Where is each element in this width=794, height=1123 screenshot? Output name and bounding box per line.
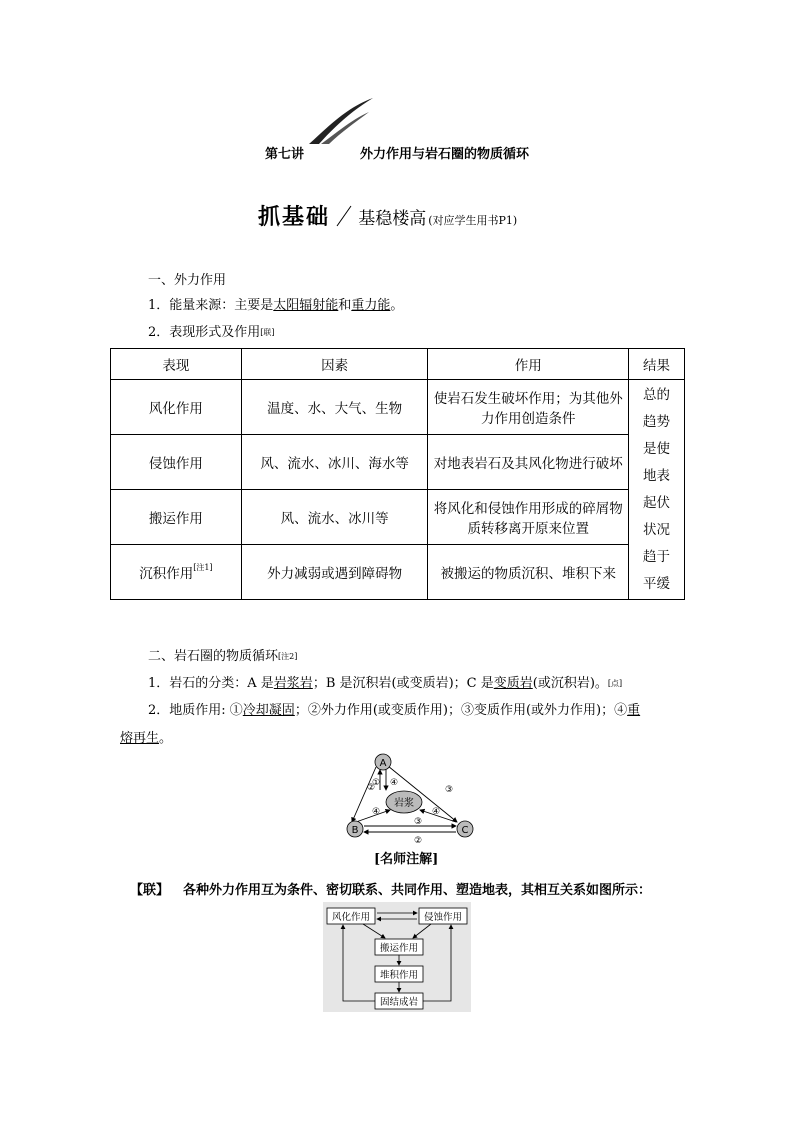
header-form: 表现 [111,349,242,380]
label-4-right: ④ [431,807,441,817]
item1-mid: 和 [338,298,352,313]
note-tag-lian: [联] [260,328,275,337]
external-forces-flow-diagram [323,902,471,1012]
item2-end: 。 [159,731,173,746]
result-line: 趋于 [643,548,671,565]
table-row [111,435,685,490]
note-tag: [注2] [278,652,298,661]
result-line: 状况 [643,521,671,538]
banner-ref: (对应学生用书P1) [428,214,518,227]
term-remelting-1: 重 [627,703,641,718]
section-banner [258,200,517,231]
item1-c: (或沉积岩)。 [532,676,608,691]
section1-item2 [148,324,275,342]
table-header-row [111,349,685,380]
node-magma-label: 岩浆 [394,798,414,809]
result-line: 总的 [643,386,671,403]
cell-effect: 将风化和侵蚀作用形成的碎屑物质转移离开原来位置 [428,490,629,545]
term-solar-radiation: 太阳辐射能 [273,298,339,313]
cell-form: 侵蚀作用 [111,435,242,490]
box-weathering-label: 风化作用 [331,912,371,923]
lian-tag: 【联】 [130,883,170,898]
lesson-number: 第七讲 [265,147,305,162]
section2-item2 [148,702,640,720]
section2-heading-text: 二、岩石圈的物质循环 [148,649,279,664]
table-row [111,490,685,545]
result-line: 趋势 [643,413,671,430]
label-3-right: ③ [444,785,454,795]
item2-text: 2．表现形式及作用 [148,325,261,340]
term-gravity-energy: 重力能 [351,298,391,313]
box-consolidation-label: 固结成岩 [379,997,419,1008]
lesson-title [265,143,529,162]
result-line: 地表 [643,467,671,484]
header-effect: 作用 [428,349,629,380]
section1-item1 [148,297,403,315]
node-a-label: A [379,758,387,769]
banner-main: 抓基础 [258,204,331,230]
lesson-topic: 外力作用与岩石圈的物质循环 [360,147,530,162]
node-b-label: B [351,825,359,836]
label-2-bottom: ② [413,836,423,844]
cell-factor: 风、流水、冰川等 [241,490,428,545]
cell-form: 搬运作用 [111,490,242,545]
rock-cycle-diagram [338,752,482,844]
item1-a: 1．岩石的分类：A 是 [148,676,274,691]
label-3-bottom: ③ [413,817,423,827]
cell-factor: 温度、水、大气、生物 [241,380,428,435]
term-cooling: 冷却凝固 [242,703,295,718]
form-text: 沉积作用 [139,566,194,582]
section2-item1 [148,675,622,693]
section1-heading: 一、外力作用 [148,273,227,288]
cell-effect: 被搬运的物质沉积、堆积下来 [428,545,629,600]
box-transport-label: 搬运作用 [379,943,419,954]
notes-heading: [名师注解] [374,852,439,867]
table-row [111,545,685,600]
term-remelting-2: 熔再生 [120,731,160,746]
lian-note [130,879,651,898]
item1-prefix: 1．能量来源：主要是 [148,298,274,313]
banner-sub: 基稳楼高 [358,209,427,229]
item1-b: ；B 是沉积岩(或变质岩)；C 是 [312,676,494,691]
section2-heading [148,648,297,666]
header-result: 结果 [629,349,685,380]
cell-factor: 外力减弱或遇到障碍物 [241,545,428,600]
note-tag: [注1] [193,563,213,572]
note-tag: [点] [607,679,623,688]
cell-form: 风化作用 [111,380,242,435]
label-4-left: ④ [371,807,381,817]
section2-item2-cont [120,730,172,748]
cell-form [111,545,242,600]
item2-a: 2．地质作用: ① [148,703,243,718]
header-factor: 因素 [241,349,428,380]
result-line: 起伏 [643,494,671,511]
result-line: 平缓 [643,575,671,592]
lian-text: 各种外力作用互为条件、密切联系、共同作用、塑造地表，其相互关系如图所示： [183,883,652,898]
cell-factor: 风、流水、冰川、海水等 [241,435,428,490]
table-row [111,380,685,435]
label-1: ① [371,778,381,788]
external-forces-table [110,348,685,600]
result-line: 是使 [643,440,671,457]
label-4-top: ④ [389,778,399,788]
cell-effect: 对地表岩石及其风化物进行破坏 [428,435,629,490]
term-igneous: 岩浆岩 [273,676,313,691]
node-c-label: C [461,825,469,836]
box-erosion-label: 侵蚀作用 [423,912,463,923]
cell-result [629,380,685,600]
box-deposition-label: 堆积作用 [379,970,419,981]
slash-decoration [335,204,353,228]
cell-effect: 使岩石发生破坏作用；为其他外力作用创造条件 [428,380,629,435]
term-metamorphic: 变质岩 [493,676,533,691]
item2-b: ；②外力作用(或变质作用)；③变质作用(或外力作用)；④ [294,703,628,718]
item1-end: 。 [390,298,404,313]
label-2-left: ② [366,783,376,793]
swoosh-decoration [305,96,377,146]
